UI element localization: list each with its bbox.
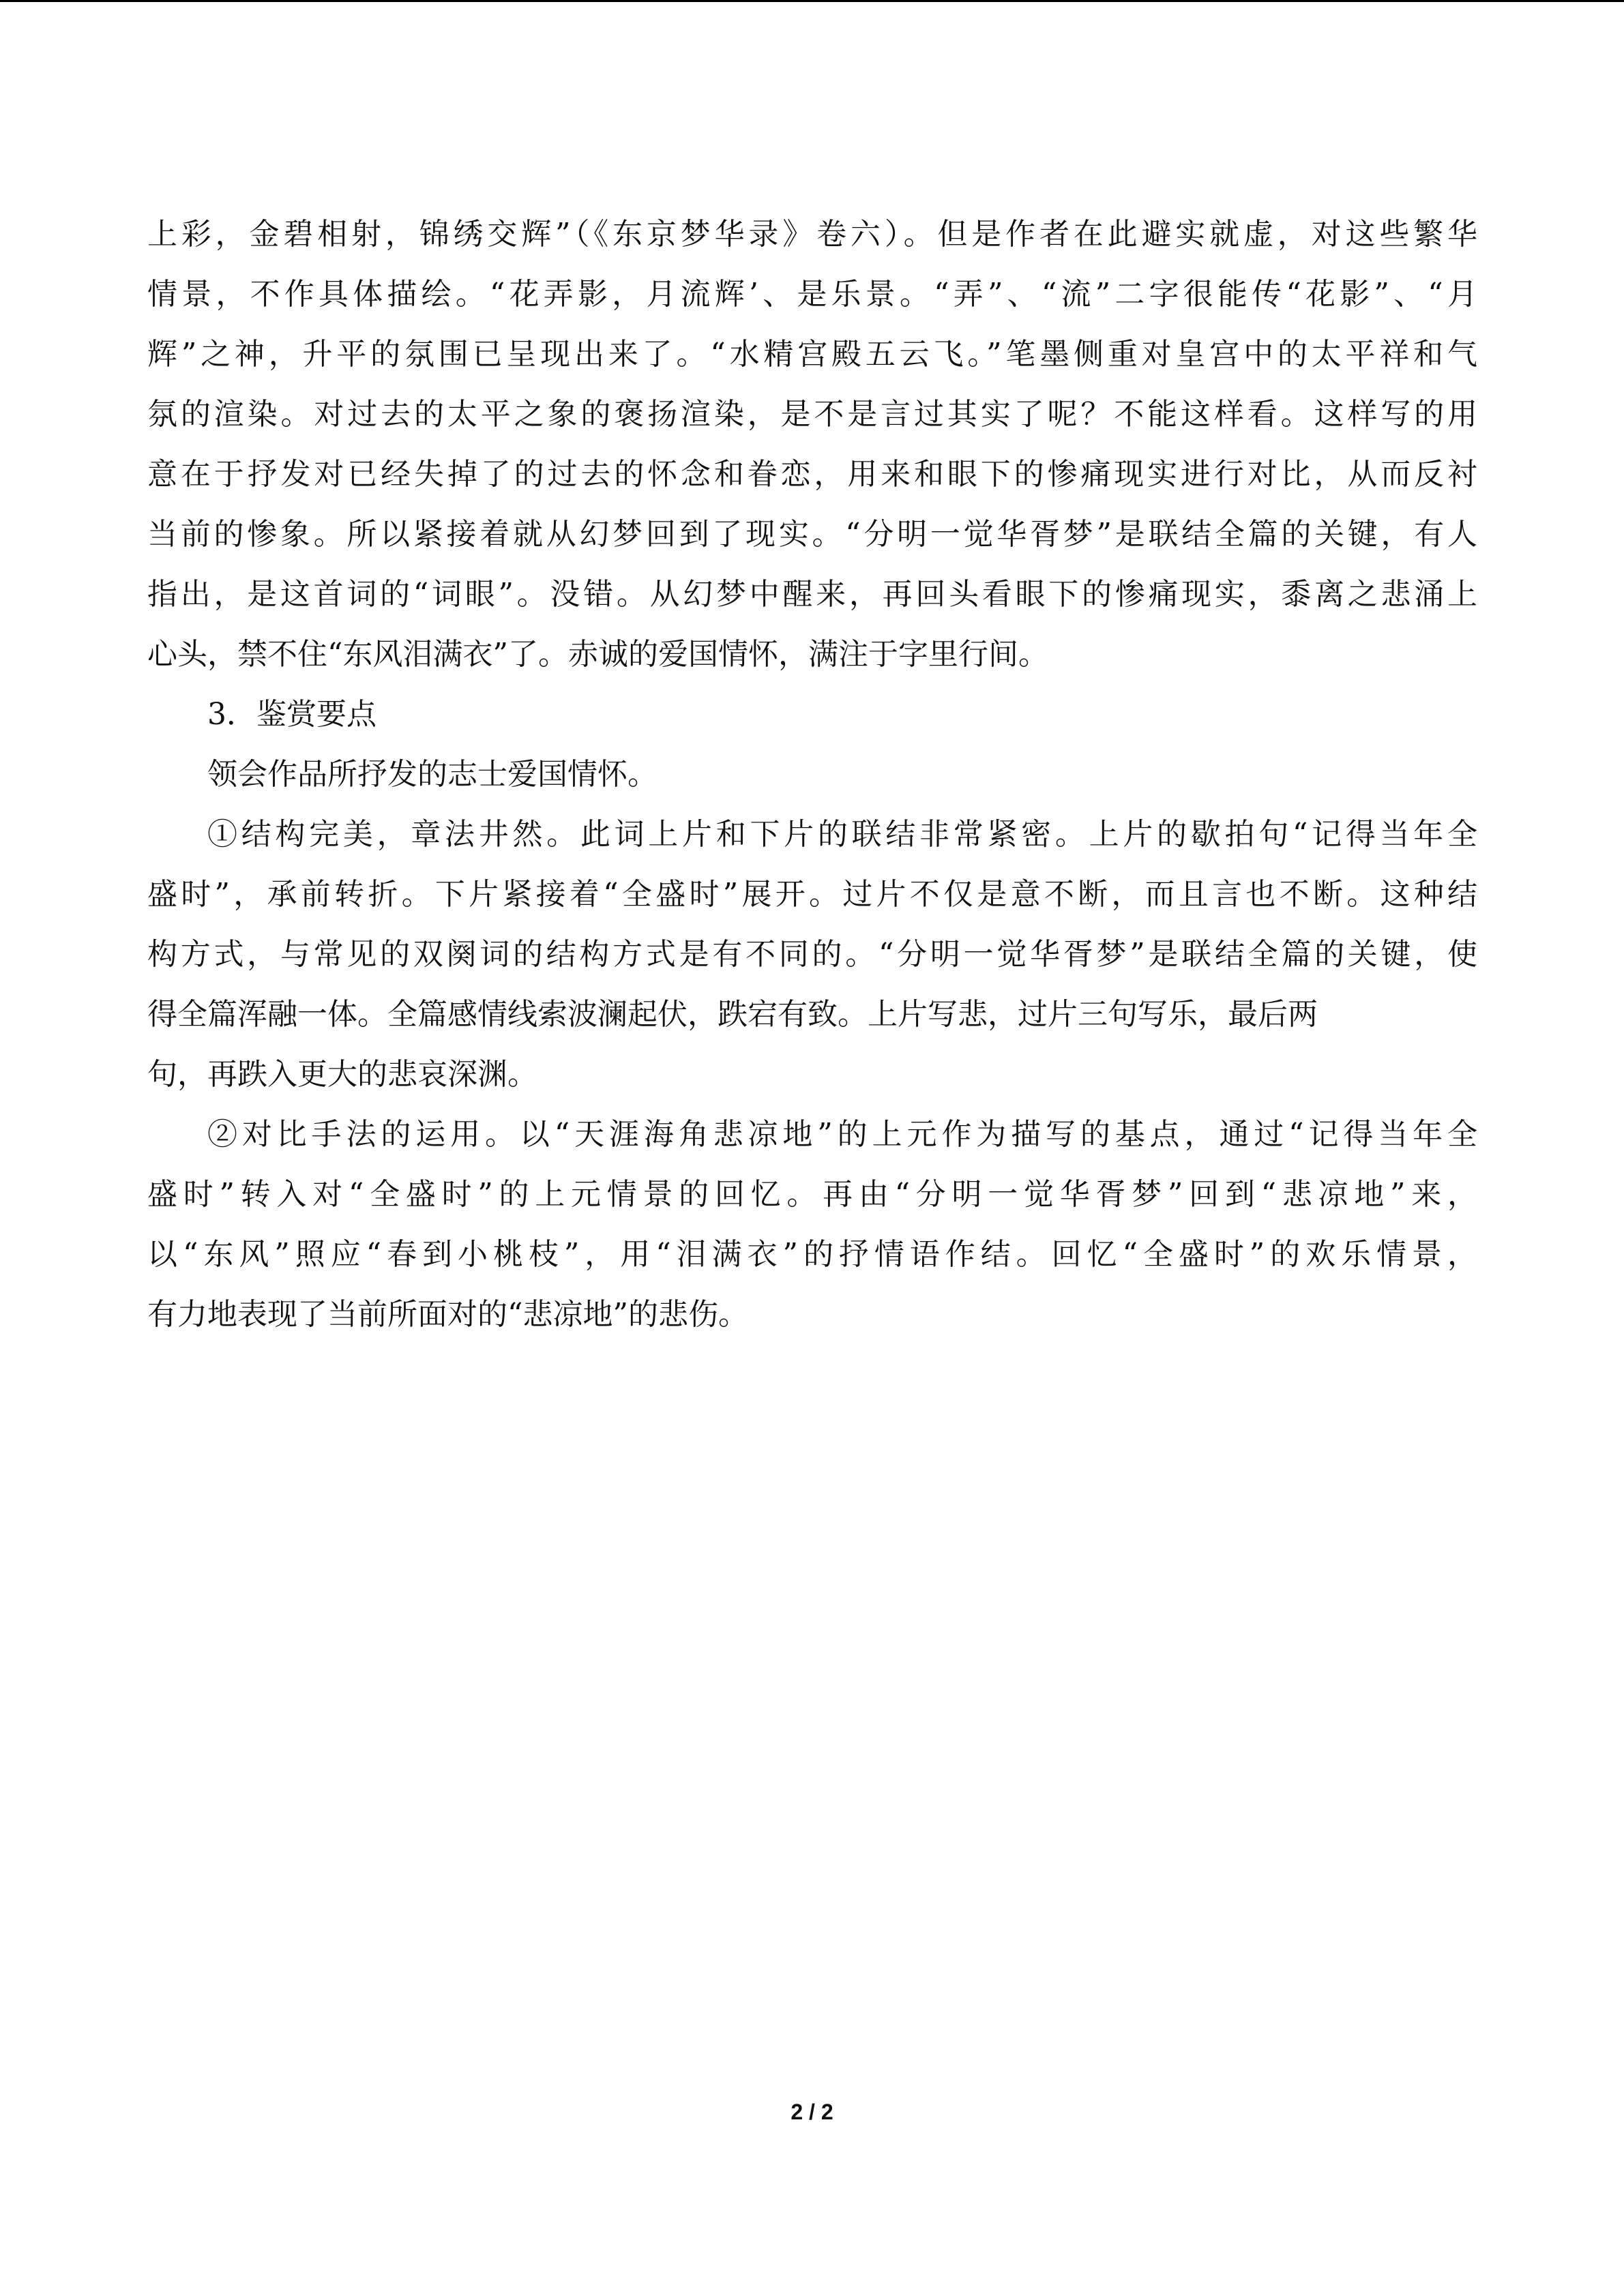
text-line: 当前的惨象。所以紧接着就从幻梦回到了现实。“分明一觉华胥梦”是联结全篇的关键，有人 — [147, 517, 1477, 552]
text-line: 得全篇浑融一体。全篇感情线索波澜起伏，跌宕有致。上片写悲，过片三句写乐，最后两 — [147, 997, 1318, 1032]
text-line: 上彩，金碧相射，锦绣交辉”（《东京梦华录》卷六）。但是作者在此避实就虚，对这些繁华 — [147, 217, 1477, 252]
text-line: 盛时”，承前转折。下片紧接着“全盛时”展开。过片不仅是意不断，而且言也不断。这种结 — [147, 877, 1477, 912]
text-line: 心头，禁不住“东风泪满衣”了。赤诚的爱国情怀，满注于字里行间。 — [147, 637, 1048, 672]
text-line: ①结构完美，章法井然。此词上片和下片的联结非常紧密。上片的歇拍句“记得当年全 — [207, 817, 1477, 852]
text-line: 领会作品所抒发的志士爱国情怀。 — [207, 757, 658, 792]
text-line: 辉”之神，升平的氛围已呈现出来了。“水精宫殿五云飞。”笔墨侧重对皇宫中的太平祥和气 — [147, 337, 1477, 372]
section-heading: 3．鉴赏要点 — [207, 697, 377, 732]
page-number: 2 / 2 — [791, 2100, 833, 2124]
text-line: 意在于抒发对已经失掉了的过去的怀念和眷恋，用来和眼下的惨痛现实进行对比，从而反衬 — [147, 457, 1477, 492]
text-line: 指出，是这首词的“词眼”。没错。从幻梦中醒来，再回头看眼下的惨痛现实，黍离之悲涌上 — [147, 577, 1477, 612]
text-line: 句，再跌入更大的悲哀深渊。 — [147, 1057, 537, 1092]
document-body — [147, 205, 1477, 1345]
text-line: 氛的渲染。对过去的太平之象的褒扬渲染，是不是言过其实了呢？不能这样看。这样写的用 — [147, 397, 1477, 432]
text-line: 以“东风”照应“春到小桃枝”，用“泪满衣”的抒情语作结。回忆“全盛时”的欢乐情景， — [147, 1237, 1477, 1272]
text-line: 有力地表现了当前所面对的“悲凉地”的悲伤。 — [147, 1297, 748, 1332]
page-top-border — [0, 0, 1624, 2]
text-line: ②对比手法的运用。以“天涯海角悲凉地”的上元作为描写的基点，通过“记得当年全 — [207, 1117, 1477, 1152]
text-line: 构方式，与常见的双阕词的结构方式是有不同的。“分明一觉华胥梦”是联结全篇的关键，使 — [147, 937, 1477, 972]
text-line: 情景，不作具体描绘。“花弄影，月流辉’、是乐景。“弄”、“流”二字很能传“花影”、“月 — [147, 277, 1477, 312]
text-line: 盛时”转入对“全盛时”的上元情景的回忆。再由“分明一觉华胥梦”回到“悲凉地”来， — [147, 1177, 1477, 1212]
